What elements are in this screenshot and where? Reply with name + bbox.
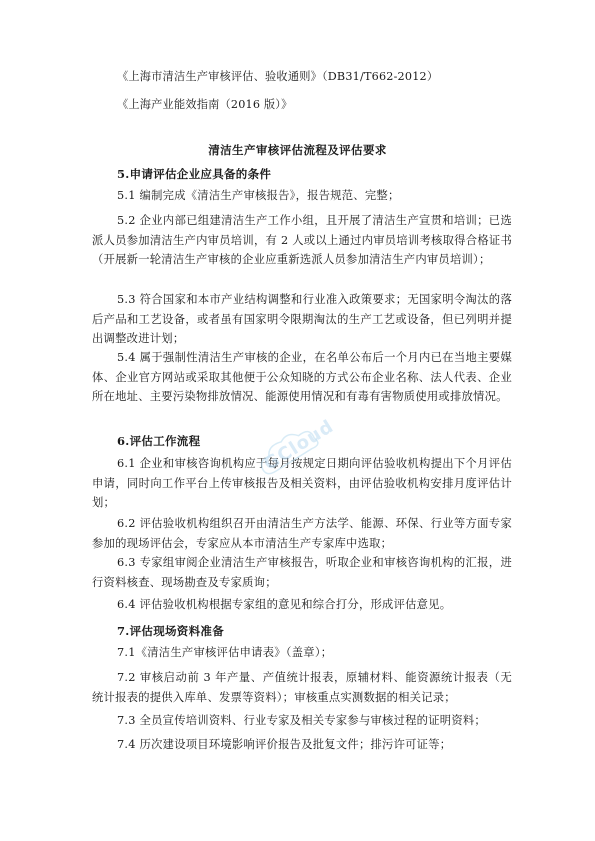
- reference-line-1: 《上海市清洁生产审核评估、验收通则》（DB31/T662-2012）: [117, 70, 439, 83]
- paragraph-6-4: 6.4 评估验收机构根据专家组的意见和综合打分，形成评估意见。: [117, 598, 452, 611]
- paragraph-7-4: 7.4 历次建设项目环境影响评价报告及批复文件；排污许可证等；: [117, 738, 452, 751]
- paragraph-6-1: 6.1 企业和审核咨询机构应于每月按规定日期向评估验收机构提出下个月评估申请，同时向工作平台上传审核报告及相关资料，由评估验收机构安排月度评估计划；: [92, 457, 512, 509]
- paragraph-5-4: 5.4 属于强制性清洁生产审核的企业，在名单公布后一个月内已在当地主要媒体、企业官方网站或采取其他便于公众知晓的方式公布企业名称、法人代表、企业所在地址、主要污染物排放情况、能源使用情况和有毒有害物质使用或排放情况。: [92, 351, 512, 403]
- paragraph-7-2: 7.2 审核启动前 3 年产量、产值统计报表，原辅材料、能资源统计报表（无统计报表的提供入库单、发票等资料）；审核重点实测数据的相关记录；: [92, 671, 512, 704]
- section-heading-7: 7.评估现场资料准备: [117, 624, 225, 638]
- paragraph-7-1: 7.1《清洁生产审核评估申请表》（盖章）；: [117, 646, 333, 659]
- paragraph-5-2: 5.2 企业内部已组建清洁生产工作小组，且开展了清洁生产宣贯和培训；已选派人员参加清洁生产内审员培训，有 2 人或以上通过内审员培训考核取得合格证书（开展新一轮清洁生产审核的企业应重新选派人员参加清洁生产内审员培训）；: [92, 214, 512, 266]
- paragraph-6-2: 6.2 评估验收机构组织召开由清洁生产方法学、能源、环保、行业等方面专家参加的现场评估会，专家应从本市清洁生产专家库中选取；: [92, 517, 512, 550]
- reference-line-2: 《上海产业能效指南（2016 版）》: [117, 98, 293, 111]
- watermark-text: GCloud: [260, 415, 338, 476]
- paragraph-7-3: 7.3 全员宣传培训资料、行业专家及相关专家参与审核过程的证明资料；: [117, 714, 486, 727]
- paragraph-5-1: 5.1 编制完成《清洁生产审核报告》，报告规范、完整；: [117, 189, 400, 202]
- section-heading-5: 5.申请评估企业应具备的条件: [117, 167, 272, 181]
- paragraph-6-3: 6.3 专家组审阅企业清洁生产审核报告，听取企业和审核咨询机构的汇报，进行资料核查、现场勘查及专家质询；: [92, 556, 512, 589]
- paragraph-5-3: 5.3 符合国家和本市产业结构调整和行业准入政策要求；无国家明令淘汰的落后产品和工艺设备，或者虽有国家明令限期淘汰的生产工艺或设备，但已列明并提出调整改进计划；: [92, 293, 512, 345]
- section-heading-6: 6.评估工作流程: [117, 434, 201, 448]
- document-title: 清洁生产审核评估流程及评估要求: [208, 143, 387, 157]
